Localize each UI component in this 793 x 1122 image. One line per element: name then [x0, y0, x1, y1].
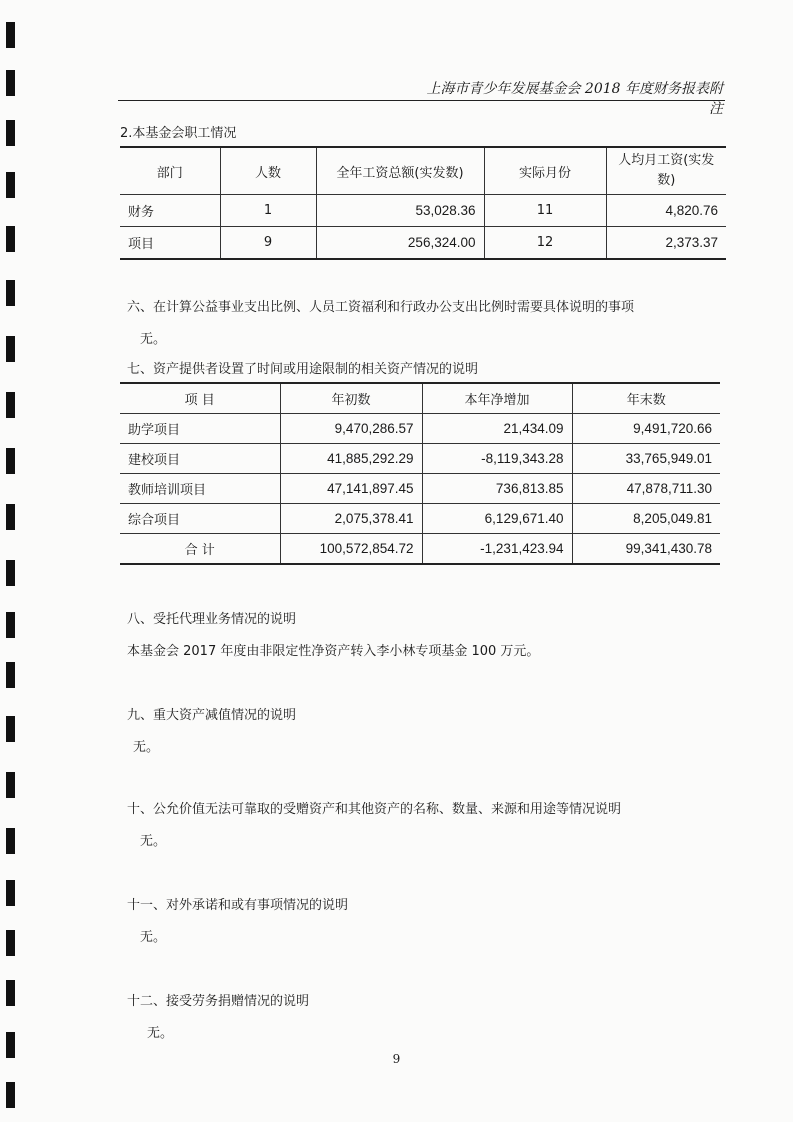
table-cell: 256,324.00	[316, 227, 484, 260]
table-row	[120, 195, 726, 227]
binding-hole	[6, 716, 15, 742]
binding-hole	[6, 560, 15, 586]
staff-section-title: 2.本基金会职工情况	[120, 126, 237, 141]
table-header-row	[120, 383, 720, 414]
binding-hole	[6, 280, 15, 306]
section-11-title: 十一、对外承诺和或有事项情况的说明	[127, 898, 349, 913]
table-row	[120, 504, 720, 534]
table-cell: 12	[484, 227, 606, 260]
binding-hole	[6, 172, 15, 198]
column-header: 年初数	[280, 383, 422, 414]
binding-hole	[6, 980, 15, 1006]
table-cell: 财务	[120, 195, 220, 227]
binding-hole	[6, 336, 15, 362]
binding-hole	[6, 70, 15, 96]
table-cell: 项目	[120, 227, 220, 260]
section-9-body: 无。	[133, 740, 160, 755]
binding-hole	[6, 120, 15, 146]
column-header: 年末数	[572, 383, 720, 414]
table-cell: 99,341,430.78	[572, 534, 720, 565]
table-cell: 11	[484, 195, 606, 227]
table-cell: -8,119,343.28	[422, 444, 572, 474]
restricted-assets-table	[120, 382, 720, 565]
table-cell: 6,129,671.40	[422, 504, 572, 534]
binding-hole	[6, 880, 15, 906]
table-cell: 100,572,854.72	[280, 534, 422, 565]
table-cell: 助学项目	[120, 414, 280, 444]
table-cell: 21,434.09	[422, 414, 572, 444]
table-cell: 47,141,897.45	[280, 474, 422, 504]
binding-hole	[6, 662, 15, 688]
table-cell: 8,205,049.81	[572, 504, 720, 534]
table-cell: 合 计	[120, 534, 280, 565]
table-cell: 736,813.85	[422, 474, 572, 504]
staff-table	[120, 146, 726, 260]
table-cell: 47,878,711.30	[572, 474, 720, 504]
section-11-body: 无。	[140, 930, 167, 945]
table-total-row	[120, 534, 720, 565]
table-cell: 教师培训项目	[120, 474, 280, 504]
column-header: 部门	[156, 165, 183, 181]
column-header: 实际月份	[484, 147, 606, 195]
table-cell: 9	[220, 227, 316, 260]
section-12-title: 十二、接受劳务捐赠情况的说明	[127, 994, 310, 1009]
section-10-title: 十、公允价值无法可靠取的受赠资产和其他资产的名称、数量、来源和用途等情况说明	[127, 802, 622, 817]
table-row	[120, 444, 720, 474]
table-cell: 综合项目	[120, 504, 280, 534]
table-cell: 2,075,378.41	[280, 504, 422, 534]
page-number: 9	[392, 1052, 401, 1066]
page-header: 上海市青少年发展基金会 2018 年度财务报表附注	[426, 81, 723, 117]
header-rule	[118, 100, 725, 101]
section-10-body: 无。	[140, 834, 167, 849]
table-cell: 53,028.36	[316, 195, 484, 227]
binding-hole	[6, 448, 15, 474]
table-cell: 9,491,720.66	[572, 414, 720, 444]
binding-hole	[6, 828, 15, 854]
binding-hole	[6, 930, 15, 956]
binding-hole	[6, 772, 15, 798]
section-7-title: 七、资产提供者设置了时间或用途限制的相关资产情况的说明	[127, 362, 479, 377]
table-cell: 9,470,286.57	[280, 414, 422, 444]
column-header: 项 目	[184, 393, 215, 408]
section-6-body: 无。	[140, 332, 167, 347]
table-cell: -1,231,423.94	[422, 534, 572, 565]
binding-strip	[0, 0, 28, 1122]
column-header: 人均月工资(实发数)	[606, 147, 726, 195]
section-9-title: 九、重大资产减值情况的说明	[127, 708, 297, 723]
column-header: 本年净增加	[422, 383, 572, 414]
table-cell: 33,765,949.01	[572, 444, 720, 474]
table-row	[120, 474, 720, 504]
binding-hole	[6, 1082, 15, 1108]
binding-hole	[6, 22, 15, 48]
section-8-body: 本基金会 2017 年度由非限定性净资产转入李小林专项基金 100 万元。	[127, 644, 540, 659]
section-8-title: 八、受托代理业务情况的说明	[127, 612, 297, 627]
section-12-body: 无。	[147, 1026, 174, 1041]
table-header-row	[120, 147, 726, 195]
table-cell: 41,885,292.29	[280, 444, 422, 474]
table-row	[120, 227, 726, 260]
column-header: 全年工资总额(实发数)	[316, 147, 484, 195]
column-header: 人数	[220, 147, 316, 195]
table-cell: 2,373.37	[606, 227, 726, 260]
section-6-title: 六、在计算公益事业支出比例、人员工资福利和行政办公支出比例时需要具体说明的事项	[127, 300, 635, 315]
binding-hole	[6, 392, 15, 418]
binding-hole	[6, 226, 15, 252]
table-cell: 4,820.76	[606, 195, 726, 227]
table-cell: 1	[220, 195, 316, 227]
binding-hole	[6, 612, 15, 638]
table-cell: 建校项目	[120, 444, 280, 474]
binding-hole	[6, 504, 15, 530]
table-row	[120, 414, 720, 444]
